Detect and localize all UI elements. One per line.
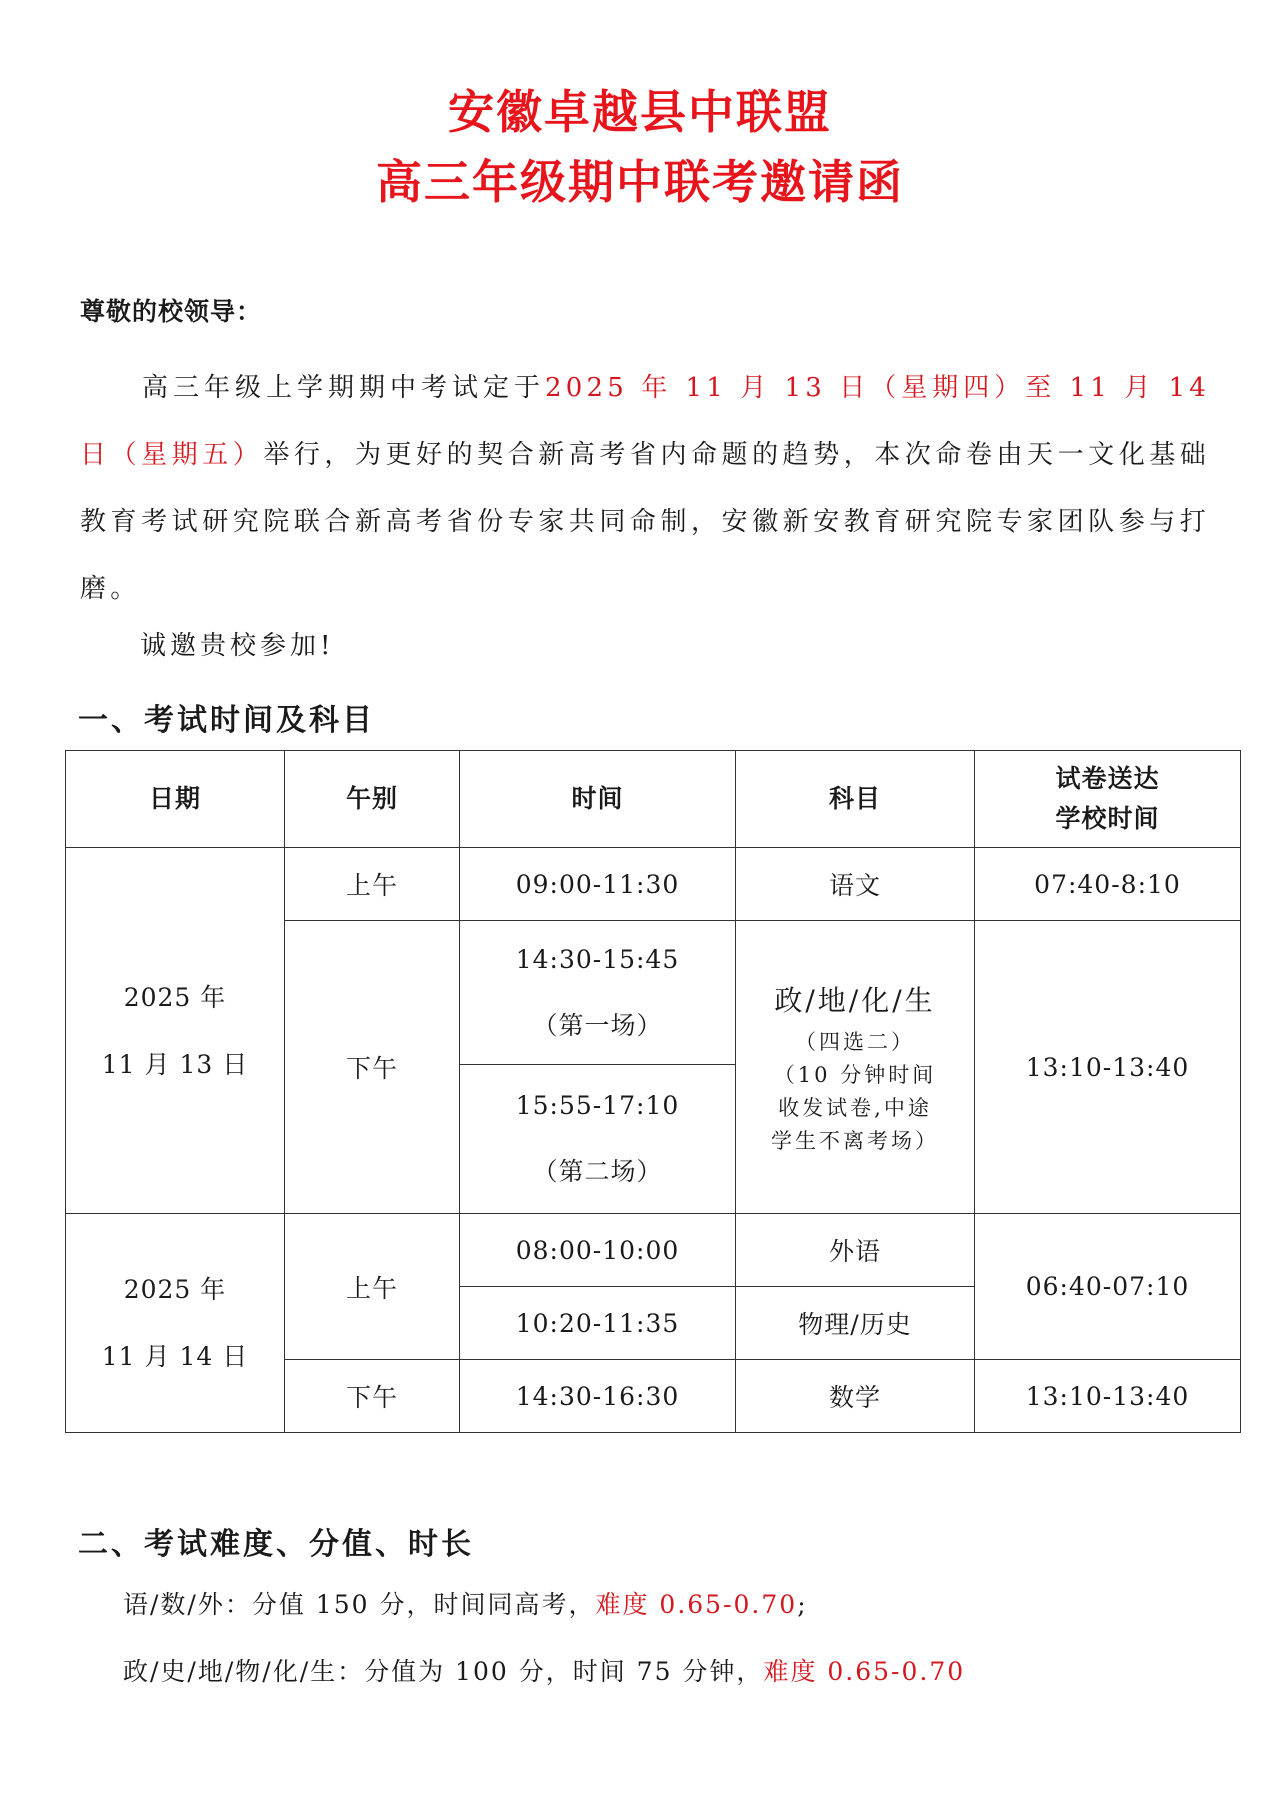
- document-title-line1: 安徽卓越县中联盟: [448, 85, 832, 139]
- day1-morning-time: 09:00-11:30: [460, 848, 736, 921]
- day2-month-day: 11 月 14 日: [101, 1342, 249, 1371]
- exam-schedule-table: [65, 750, 1241, 1433]
- header-period: 午别: [285, 751, 460, 848]
- day1-morning-delivery: 07:40-8:10: [975, 848, 1241, 921]
- day2-slot2-subject: 物理/历史: [736, 1287, 975, 1360]
- day2-year: 2025 年: [123, 1275, 227, 1304]
- header-subject: 科目: [736, 751, 975, 848]
- day2-date-cell: [66, 1214, 285, 1433]
- requirement-line-main-subjects: [123, 1585, 808, 1621]
- day2-afternoon-delivery: 13:10-13:40: [975, 1360, 1241, 1433]
- header-delivery-time: [975, 751, 1241, 848]
- day1-afternoon-delivery: 13:10-13:40: [975, 921, 1241, 1214]
- day2-slot1-time: 08:00-10:00: [460, 1214, 736, 1287]
- day2-morning-period: 上午: [285, 1214, 460, 1360]
- day1-afternoon-subject: [736, 921, 975, 1214]
- session1-label: （第一场）: [532, 1010, 663, 1040]
- day1-year: 2025 年: [123, 982, 227, 1012]
- header-delivery-line1: 试卷送达: [1055, 764, 1160, 793]
- table-row: [66, 848, 1241, 921]
- intro-part1: 高三年级上学期期中考试定于: [142, 373, 545, 403]
- subject-note4: 学生不离考场）: [771, 1129, 939, 1153]
- day1-morning-period: 上午: [285, 848, 460, 921]
- intro-paragraph: [80, 355, 1210, 623]
- day2-slot2-time: 10:20-11:35: [460, 1287, 736, 1360]
- req1-text: 语/数/外：分值 150 分，时间同高考，: [123, 1590, 596, 1619]
- header-date: 日期: [66, 751, 285, 848]
- day1-afternoon-period: 下午: [285, 921, 460, 1214]
- subject-note1: （四选二）: [795, 1030, 915, 1054]
- header-time: 时间: [460, 751, 736, 848]
- exam-date-range: 2025 年 11 月 13 日（星期四）至 11 月 14 日（星期五）: [80, 373, 1211, 470]
- day1-month-day: 11 月 13 日: [101, 1049, 249, 1079]
- req2-text: 政/史/地/物/化/生：分值为 100 分，时间 75 分钟，: [123, 1657, 764, 1686]
- session2-label: （第二场）: [532, 1157, 663, 1186]
- header-delivery-line2: 学校时间: [1055, 804, 1160, 833]
- document-title-line2: 高三年级期中联考邀请函: [376, 155, 904, 209]
- intro-part2: 举行，为更好的契合新高考省内命题的趋势，本次命卷由天一文化基础教育考试研究院联合新高考省份专家共同命制，安徽新安教育研究院专家团队参与打磨。: [80, 440, 1211, 604]
- day1-afternoon-session1: [460, 921, 736, 1065]
- day2-slot1-subject: 外语: [736, 1214, 975, 1287]
- requirement-line-elective-subjects: [123, 1652, 965, 1688]
- section2-heading: 二、考试难度、分值、时长: [78, 1527, 474, 1562]
- req2-difficulty: 难度 0.65-0.70: [763, 1657, 966, 1686]
- day2-morning-delivery: 06:40-07:10: [975, 1214, 1241, 1360]
- day1-morning-subject: 语文: [736, 848, 975, 921]
- section1-heading: 一、考试时间及科目: [78, 703, 375, 738]
- req1-difficulty: 难度 0.65-0.70: [595, 1590, 798, 1619]
- salutation: 尊敬的校领导：: [80, 297, 263, 326]
- day2-afternoon-period: 下午: [285, 1360, 460, 1433]
- req1-end: ;: [797, 1590, 808, 1619]
- session2-time: 15:55-17:10: [515, 1091, 680, 1120]
- session1-time: 14:30-15:45: [515, 944, 680, 974]
- table-row: [66, 1214, 1241, 1287]
- subject-elective: 政/地/化/生: [774, 984, 936, 1017]
- table-header-row: [66, 751, 1241, 848]
- subject-note3: 收发试卷,中途: [778, 1096, 932, 1120]
- subject-note2: （10 分钟时间: [773, 1063, 937, 1087]
- day1-afternoon-session2: [460, 1065, 736, 1214]
- day2-afternoon-time: 14:30-16:30: [460, 1360, 736, 1433]
- invitation-text: 诚邀贵校参加!: [140, 631, 335, 661]
- day1-date-cell: [66, 848, 285, 1214]
- day2-afternoon-subject: 数学: [736, 1360, 975, 1433]
